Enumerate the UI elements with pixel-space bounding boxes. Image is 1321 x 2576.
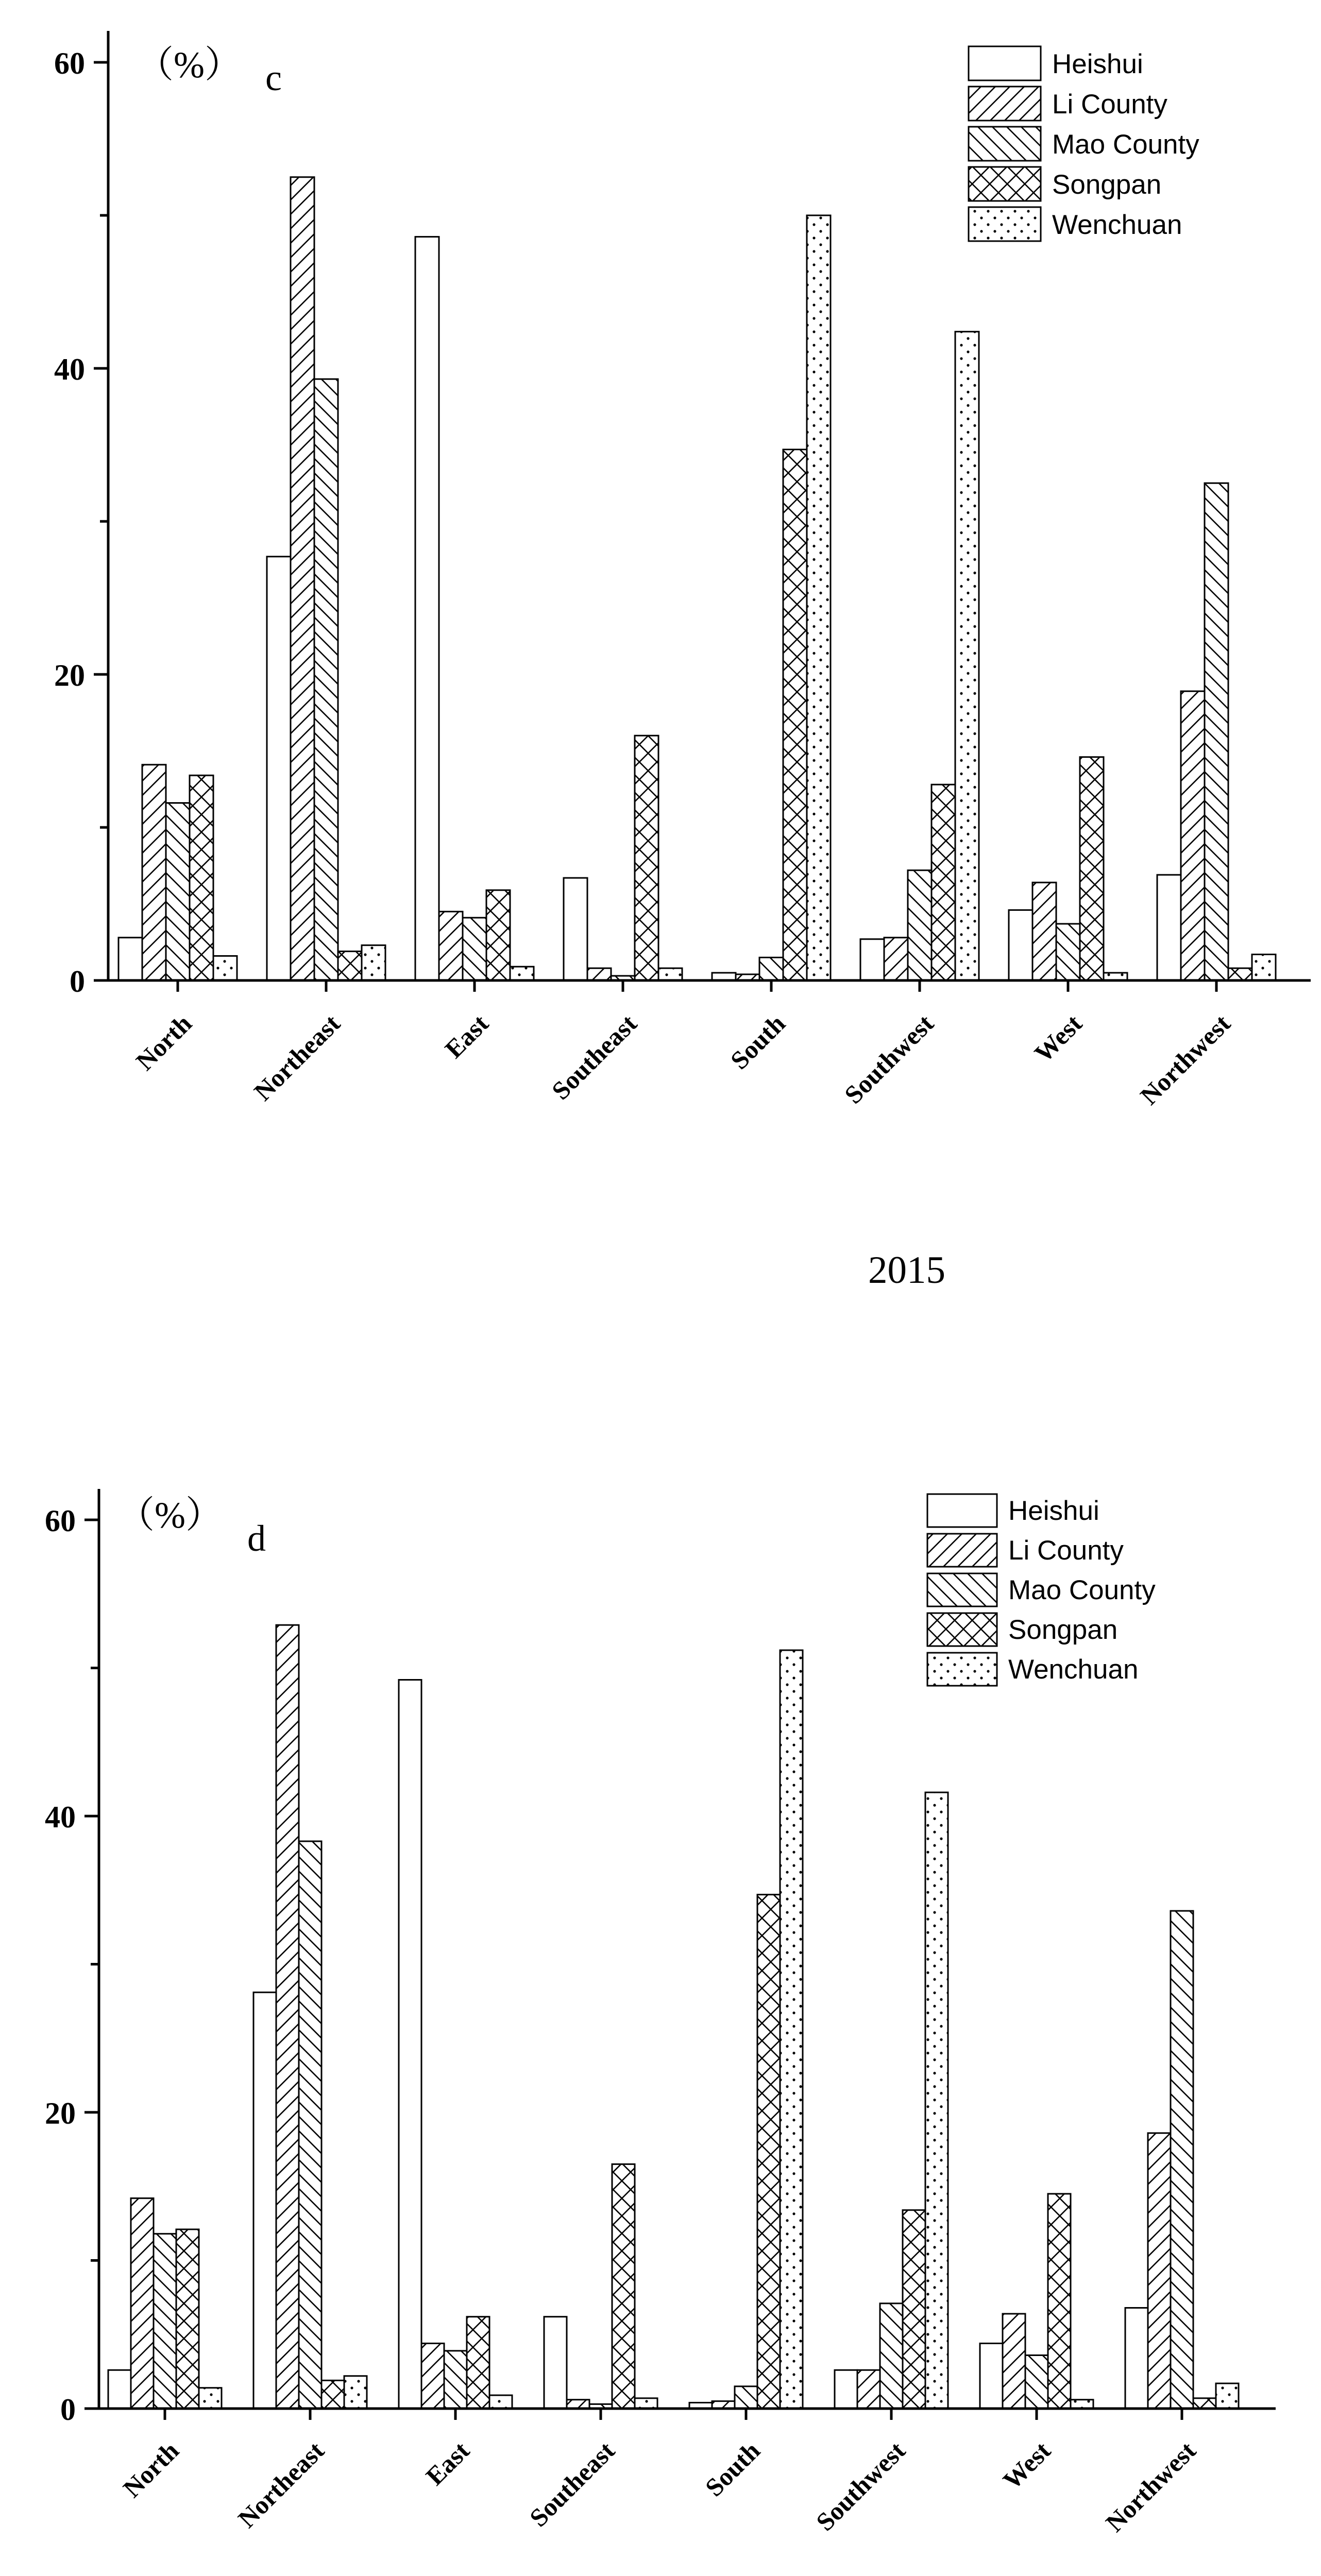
- bar: [444, 2351, 467, 2409]
- bar: [1157, 875, 1181, 980]
- legend-swatch: [969, 127, 1041, 161]
- panel-label: c: [265, 57, 282, 98]
- y-tick-label: 40: [45, 1800, 76, 1834]
- bar: [299, 1841, 321, 2409]
- bar: [253, 1992, 276, 2409]
- bar: [267, 556, 291, 980]
- bar: [908, 870, 932, 980]
- bar: [1205, 483, 1228, 980]
- bar: [612, 2164, 635, 2409]
- bar: [439, 911, 463, 980]
- bar: [338, 952, 362, 980]
- bar: [783, 449, 807, 980]
- bar: [1125, 2308, 1148, 2409]
- legend: [927, 1494, 1156, 1686]
- bar: [314, 379, 338, 980]
- bar: [857, 2370, 880, 2409]
- legend-swatch: [927, 1573, 997, 1606]
- x-tick-label: North: [117, 2436, 184, 2503]
- bar: [955, 332, 979, 980]
- y-unit-label: （%）: [117, 1495, 223, 1536]
- bar: [415, 237, 439, 980]
- x-tick-label: Northeast: [248, 1009, 346, 1107]
- chart-panel-c: [54, 31, 1311, 1292]
- legend-label: Songpan: [1052, 170, 1162, 200]
- legend-swatch: [927, 1494, 997, 1527]
- bar: [1032, 883, 1056, 980]
- bar: [108, 2370, 131, 2409]
- bar: [276, 1625, 299, 2409]
- legend-swatch: [969, 207, 1041, 241]
- y-tick-label: 20: [54, 658, 85, 692]
- legend-swatch: [969, 167, 1041, 201]
- bar: [780, 1650, 803, 2409]
- bar: [399, 1680, 421, 2409]
- bar: [860, 939, 884, 980]
- bar: [980, 2344, 1003, 2409]
- legend-label: Li County: [1008, 1535, 1124, 1566]
- legend: [969, 46, 1199, 241]
- bar: [880, 2303, 903, 2409]
- y-tick-label: 0: [70, 964, 85, 998]
- legend-label: Wenchuan: [1052, 210, 1182, 240]
- bar: [344, 2376, 367, 2409]
- x-tick-label: West: [1028, 1009, 1088, 1068]
- bar: [735, 2386, 757, 2409]
- bar: [166, 803, 190, 980]
- x-tick-label: East: [420, 2436, 475, 2491]
- legend-label: Songpan: [1008, 1615, 1118, 1645]
- x-tick-label: South: [724, 1009, 791, 1075]
- bar: [362, 945, 385, 980]
- bar: [1193, 2398, 1216, 2409]
- y-tick-label: 40: [54, 352, 85, 386]
- x-tick-label: North: [130, 1009, 197, 1076]
- legend-label: Heishui: [1008, 1496, 1099, 1526]
- x-tick-label: Northeast: [232, 2436, 330, 2534]
- bar: [635, 2398, 657, 2409]
- y-tick-label: 0: [60, 2393, 76, 2427]
- bar: [489, 2395, 512, 2409]
- bar: [1216, 2383, 1239, 2409]
- bar: [567, 2400, 589, 2409]
- x-tick-label: South: [699, 2436, 766, 2502]
- x-tick-label: Southwest: [838, 1009, 939, 1109]
- bar: [190, 775, 213, 980]
- bar: [884, 938, 908, 980]
- x-tick-label: Southeast: [523, 2436, 620, 2533]
- bar: [199, 2388, 222, 2409]
- legend-swatch: [969, 87, 1041, 121]
- bar: [1056, 924, 1080, 980]
- bar: [213, 956, 237, 980]
- bar: [587, 968, 611, 980]
- bar: [321, 2380, 344, 2409]
- bar: [463, 918, 486, 980]
- bar: [807, 215, 831, 980]
- y-unit-label: （%）: [137, 44, 242, 86]
- year-label: 2015: [868, 1249, 945, 1292]
- x-tick-label: Southeast: [546, 1009, 642, 1106]
- legend-swatch: [969, 46, 1041, 80]
- x-tick-label: Southwest: [810, 2436, 911, 2536]
- legend-swatch: [927, 1534, 997, 1567]
- bar: [757, 1894, 780, 2409]
- bar: [759, 957, 783, 980]
- bar: [176, 2229, 199, 2409]
- bar: [510, 967, 534, 980]
- legend-label: Mao County: [1008, 1575, 1156, 1605]
- bar: [1181, 691, 1205, 980]
- chart-panel-d: [45, 1489, 1276, 2576]
- bar: [131, 2198, 154, 2409]
- bar: [1228, 968, 1252, 980]
- bar: [1048, 2194, 1071, 2409]
- bar: [1009, 910, 1032, 980]
- bar: [1071, 2400, 1093, 2409]
- legend-label: Wenchuan: [1008, 1654, 1139, 1685]
- bar: [486, 890, 510, 980]
- bar: [835, 2370, 857, 2409]
- legend-swatch: [927, 1613, 997, 1646]
- legend-label: Mao County: [1052, 129, 1199, 160]
- bar: [635, 736, 658, 980]
- bar: [903, 2210, 925, 2409]
- y-tick-label: 60: [45, 1504, 76, 1538]
- bar: [1171, 1911, 1193, 2409]
- bar: [291, 177, 314, 980]
- legend-label: Li County: [1052, 89, 1167, 120]
- bar: [142, 765, 166, 980]
- bar: [467, 2317, 489, 2409]
- legend-label: Heishui: [1052, 49, 1143, 79]
- x-tick-label: Northwest: [1100, 2436, 1201, 2537]
- y-tick-label: 60: [54, 46, 85, 80]
- bar: [421, 2344, 444, 2409]
- bar: [1003, 2314, 1025, 2409]
- bar: [658, 968, 682, 980]
- bar: [544, 2317, 567, 2409]
- bar: [564, 878, 587, 980]
- bar: [154, 2234, 176, 2409]
- y-tick-label: 20: [45, 2096, 76, 2130]
- x-tick-label: East: [439, 1009, 494, 1064]
- bar: [932, 785, 955, 980]
- bar: [1025, 2355, 1048, 2409]
- bar: [1080, 757, 1104, 980]
- bar: [925, 1792, 948, 2409]
- x-tick-label: Northwest: [1134, 1009, 1236, 1110]
- bar: [1252, 955, 1276, 980]
- bar: [1148, 2133, 1171, 2409]
- x-tick-label: West: [997, 2436, 1056, 2495]
- legend-swatch: [927, 1653, 997, 1686]
- panel-label: d: [247, 1518, 266, 1559]
- bar: [118, 938, 142, 980]
